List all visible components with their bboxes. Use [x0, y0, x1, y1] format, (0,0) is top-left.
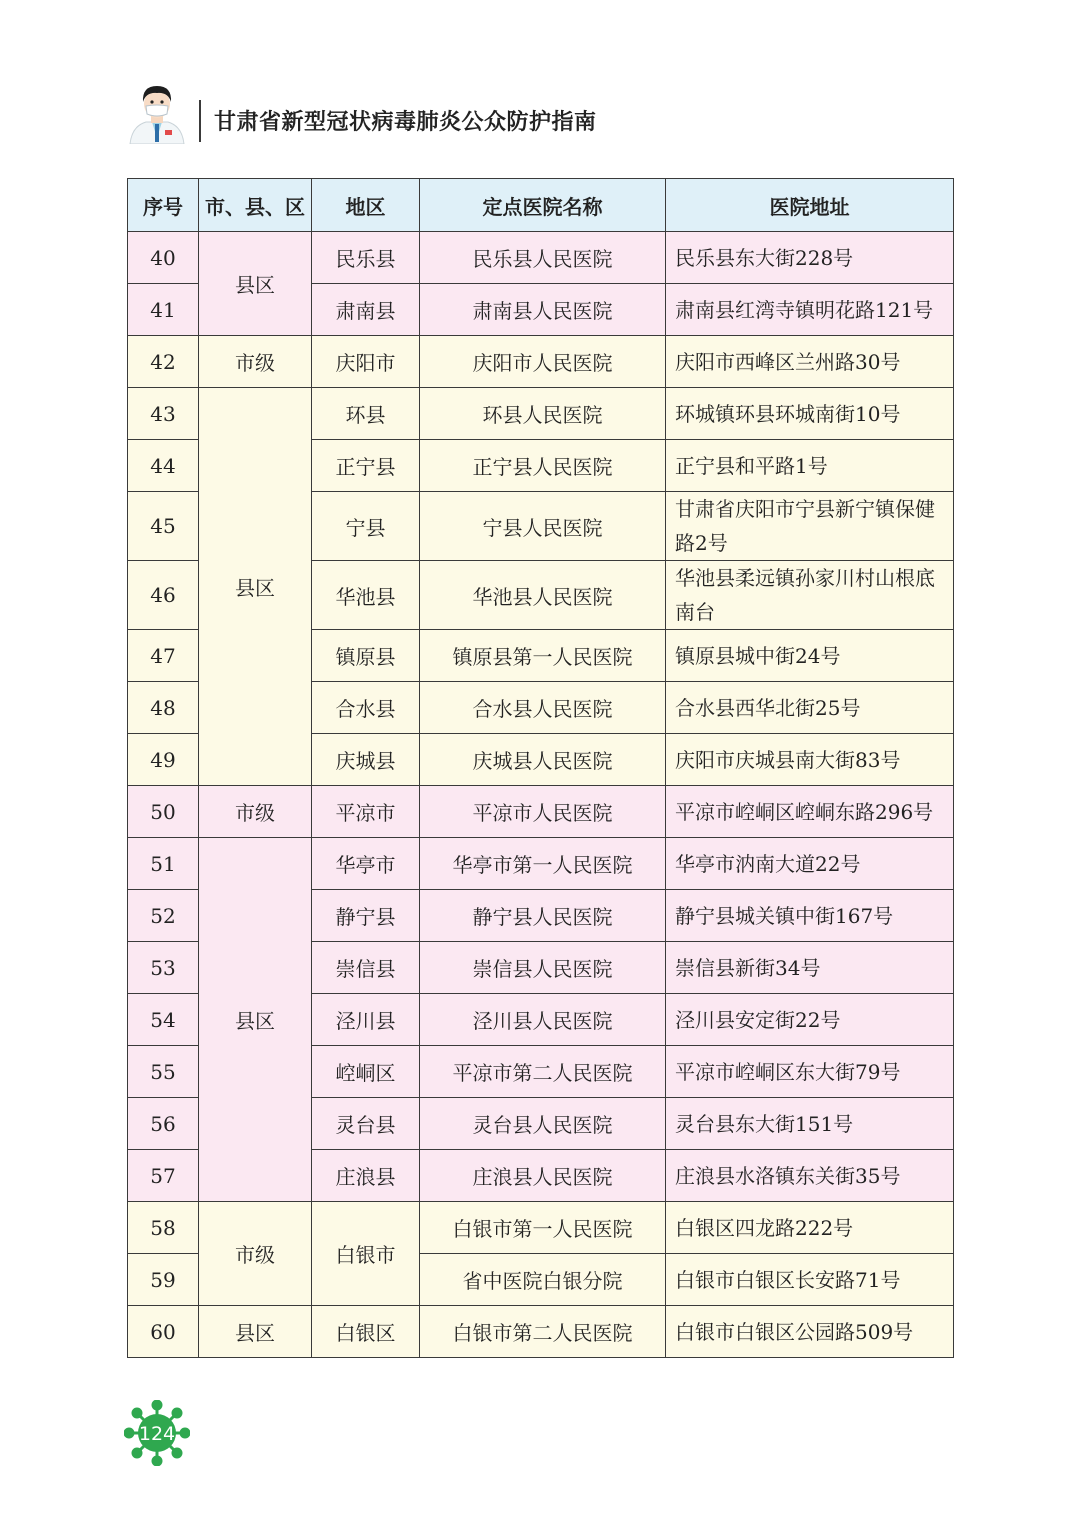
address-cell: 肃南县红湾寺镇明花路121号	[666, 284, 954, 336]
table-row	[128, 388, 954, 440]
hospital-table	[127, 178, 954, 1358]
level-cell: 县区	[199, 388, 312, 786]
address-cell: 环城镇环县环城南街10号	[666, 388, 954, 440]
address-cell: 静宁县城关镇中街167号	[666, 890, 954, 942]
hospital-cell: 白银市第二人民医院	[420, 1306, 666, 1358]
header-divider	[199, 100, 201, 142]
address-cell: 华亭市汭南大道22号	[666, 838, 954, 890]
address-cell: 白银区四龙路222号	[666, 1202, 954, 1254]
address-cell: 合水县西华北街25号	[666, 682, 954, 734]
virus-icon	[124, 1400, 190, 1466]
page-number: 124	[138, 1423, 176, 1445]
area-cell: 宁县	[312, 492, 420, 561]
row-number: 40	[128, 232, 199, 284]
address-cell: 庄浪县水洛镇东关街35号	[666, 1150, 954, 1202]
address-cell: 白银市白银区公园路509号	[666, 1306, 954, 1358]
row-number: 60	[128, 1306, 199, 1358]
column-header-area: 地区	[312, 179, 420, 232]
table-row	[128, 336, 954, 388]
row-number: 47	[128, 630, 199, 682]
table-row	[128, 232, 954, 284]
hospital-cell: 正宁县人民医院	[420, 440, 666, 492]
row-number: 43	[128, 388, 199, 440]
hospital-cell: 肃南县人民医院	[420, 284, 666, 336]
row-number: 58	[128, 1202, 199, 1254]
column-header-level: 市、县、区	[199, 179, 312, 232]
area-cell: 平凉市	[312, 786, 420, 838]
row-number: 57	[128, 1150, 199, 1202]
column-header-hospital: 定点医院名称	[420, 179, 666, 232]
hospital-cell: 泾川县人民医院	[420, 994, 666, 1046]
level-cell: 市级	[199, 786, 312, 838]
area-cell: 正宁县	[312, 440, 420, 492]
row-number: 44	[128, 440, 199, 492]
level-cell: 市级	[199, 336, 312, 388]
level-cell: 县区	[199, 232, 312, 336]
address-cell: 灵台县东大街151号	[666, 1098, 954, 1150]
hospital-cell: 合水县人民医院	[420, 682, 666, 734]
hospital-cell: 静宁县人民医院	[420, 890, 666, 942]
area-cell: 合水县	[312, 682, 420, 734]
hospital-cell: 华池县人民医院	[420, 561, 666, 630]
address-cell: 民乐县东大街228号	[666, 232, 954, 284]
area-cell: 民乐县	[312, 232, 420, 284]
area-cell: 庆城县	[312, 734, 420, 786]
address-cell: 正宁县和平路1号	[666, 440, 954, 492]
area-cell: 崇信县	[312, 942, 420, 994]
hospital-cell: 镇原县第一人民医院	[420, 630, 666, 682]
level-cell: 县区	[199, 838, 312, 1202]
address-cell: 镇原县城中街24号	[666, 630, 954, 682]
level-cell: 市级	[199, 1202, 312, 1306]
table-row	[128, 786, 954, 838]
hospital-cell: 华亭市第一人民医院	[420, 838, 666, 890]
area-cell: 庆阳市	[312, 336, 420, 388]
row-number: 49	[128, 734, 199, 786]
hospital-cell: 省中医院白银分院	[420, 1254, 666, 1306]
area-cell: 华池县	[312, 561, 420, 630]
address-cell: 平凉市崆峒区东大街79号	[666, 1046, 954, 1098]
hospital-cell: 白银市第一人民医院	[420, 1202, 666, 1254]
column-header-number: 序号	[128, 179, 199, 232]
area-cell: 灵台县	[312, 1098, 420, 1150]
hospital-cell: 庆城县人民医院	[420, 734, 666, 786]
area-cell: 环县	[312, 388, 420, 440]
row-number: 54	[128, 994, 199, 1046]
area-cell: 静宁县	[312, 890, 420, 942]
row-number: 51	[128, 838, 199, 890]
page-number-badge	[124, 1400, 190, 1466]
row-number: 55	[128, 1046, 199, 1098]
area-cell: 镇原县	[312, 630, 420, 682]
hospital-cell: 庄浪县人民医院	[420, 1150, 666, 1202]
row-number: 50	[128, 786, 199, 838]
address-cell: 白银市白银区长安路71号	[666, 1254, 954, 1306]
row-number: 42	[128, 336, 199, 388]
row-number: 45	[128, 492, 199, 561]
hospital-cell: 灵台县人民医院	[420, 1098, 666, 1150]
row-number: 53	[128, 942, 199, 994]
doctor-avatar-icon	[124, 80, 190, 144]
column-header-address: 医院地址	[666, 179, 954, 232]
area-cell: 肃南县	[312, 284, 420, 336]
area-cell: 白银市	[312, 1202, 420, 1306]
address-cell: 庆阳市庆城县南大街83号	[666, 734, 954, 786]
table-row	[128, 1306, 954, 1358]
table-row	[128, 1202, 954, 1254]
area-cell: 华亭市	[312, 838, 420, 890]
hospital-cell: 民乐县人民医院	[420, 232, 666, 284]
area-cell: 泾川县	[312, 994, 420, 1046]
table-header-row	[128, 179, 954, 232]
page-title: 甘肃省新型冠状病毒肺炎公众防护指南	[214, 110, 597, 135]
level-cell: 县区	[199, 1306, 312, 1358]
row-number: 41	[128, 284, 199, 336]
hospital-cell: 庆阳市人民医院	[420, 336, 666, 388]
area-cell: 庄浪县	[312, 1150, 420, 1202]
hospital-cell: 崇信县人民医院	[420, 942, 666, 994]
area-cell: 白银区	[312, 1306, 420, 1358]
hospital-cell: 环县人民医院	[420, 388, 666, 440]
hospital-cell: 宁县人民医院	[420, 492, 666, 561]
row-number: 52	[128, 890, 199, 942]
area-cell: 崆峒区	[312, 1046, 420, 1098]
address-cell: 泾川县安定街22号	[666, 994, 954, 1046]
row-number: 48	[128, 682, 199, 734]
row-number: 56	[128, 1098, 199, 1150]
page-header	[0, 0, 1080, 170]
hospital-cell: 平凉市第二人民医院	[420, 1046, 666, 1098]
row-number: 59	[128, 1254, 199, 1306]
row-number: 46	[128, 561, 199, 630]
address-cell: 甘肃省庆阳市宁县新宁镇保健路2号	[666, 492, 954, 561]
address-cell: 平凉市崆峒区崆峒东路296号	[666, 786, 954, 838]
address-cell: 崇信县新街34号	[666, 942, 954, 994]
hospital-cell: 平凉市人民医院	[420, 786, 666, 838]
table-row	[128, 838, 954, 890]
address-cell: 华池县柔远镇孙家川村山根底南台	[666, 561, 954, 630]
address-cell: 庆阳市西峰区兰州路30号	[666, 336, 954, 388]
